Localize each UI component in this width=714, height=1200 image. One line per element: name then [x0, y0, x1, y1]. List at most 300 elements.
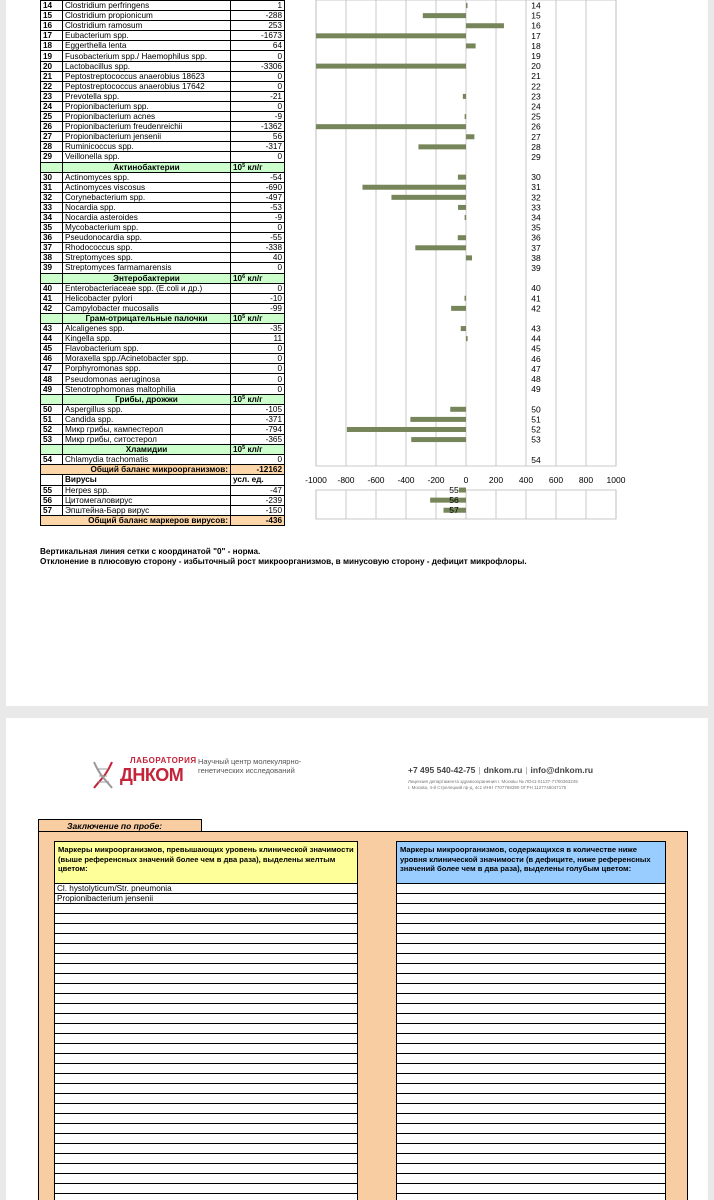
organism-name: Микр грибы, ситостерол: [63, 435, 231, 445]
group-header-spacer: [41, 273, 63, 283]
conclusion-line: [55, 1104, 357, 1114]
conclusion-line: [55, 1074, 357, 1084]
conclusion-line: [55, 954, 357, 964]
conclusion-line: [397, 984, 665, 994]
chart-bar: [316, 33, 466, 38]
row-number: 18: [41, 41, 63, 51]
conclusion-line: [397, 1044, 665, 1054]
chart-bar-label: 26: [531, 121, 541, 132]
table-row: [41, 455, 285, 465]
organism-value: -338: [231, 243, 285, 253]
group-name: Вирусы: [63, 475, 231, 485]
conclusion-line: [55, 1014, 357, 1024]
conclusion-line: [397, 894, 665, 904]
row-number: 39: [41, 263, 63, 273]
table-row: [41, 404, 285, 414]
organism-value: -288: [231, 11, 285, 21]
chart-bar-label: 54: [531, 454, 541, 465]
conclusion-line: [397, 1114, 665, 1124]
organism-value: -794: [231, 424, 285, 434]
conclusion-line: [397, 1104, 665, 1114]
organism-name: Candida spp.: [63, 414, 231, 424]
row-number: 21: [41, 71, 63, 81]
deviation-bar-chart: [296, 0, 626, 530]
row-number: 14: [41, 1, 63, 11]
group-header-spacer: [41, 313, 63, 323]
conclusion-line: [55, 1174, 357, 1184]
organism-name: Clostridium ramosum: [63, 21, 231, 31]
table-row: [41, 424, 285, 434]
chart-tick-label: -400: [397, 475, 415, 485]
chart-bar-label: 41: [531, 293, 541, 304]
table-row: [41, 91, 285, 101]
chart-bar-label: 38: [531, 252, 541, 263]
organism-name: Propionibacterium acnes: [63, 112, 231, 122]
conclusion-line: [397, 1064, 665, 1074]
organism-name: Streptomyces farmamarensis: [63, 263, 231, 273]
chart-bar-label: 15: [531, 10, 541, 21]
conclusion-line: [397, 1014, 665, 1024]
organism-value: 253: [231, 21, 285, 31]
conclusion-line: [397, 964, 665, 974]
table-row: [41, 31, 285, 41]
row-number: 44: [41, 334, 63, 344]
table-row: [41, 192, 285, 202]
row-number: 51: [41, 414, 63, 424]
group-header-spacer: [41, 162, 63, 172]
conclusion-line: [397, 1174, 665, 1184]
group-unit: [231, 162, 285, 172]
table-row: [41, 172, 285, 182]
organism-value: 0: [231, 81, 285, 91]
table-row: [41, 41, 285, 51]
conclusion-line: [397, 1074, 665, 1084]
row-number: 36: [41, 233, 63, 243]
row-number: 27: [41, 132, 63, 142]
group-name: Энтеробактерии: [63, 273, 231, 283]
organism-value: 0: [231, 455, 285, 465]
chart-tick-label: 600: [548, 475, 564, 485]
chart-bar-label: 31: [531, 182, 541, 193]
organism-value: 0: [231, 223, 285, 233]
conclusion-line: [55, 1164, 357, 1174]
chart-bar-label: 22: [531, 81, 541, 92]
phone-number[interactable]: +7 495 540-42-75: [408, 765, 476, 775]
organism-value: 0: [231, 152, 285, 162]
row-number: 25: [41, 112, 63, 122]
row-number: 42: [41, 303, 63, 313]
chart-bar: [316, 124, 466, 129]
conclusion-line: [55, 1034, 357, 1044]
unit-base: 10: [233, 273, 243, 283]
conclusion-line: [55, 934, 357, 944]
conclusion-line: [55, 1094, 357, 1104]
group-name: Хламидии: [63, 445, 231, 455]
organism-name: Fusobacterium spp./ Haemophilus spp.: [63, 51, 231, 61]
organism-name: Stenotrophomonas maltophilia: [63, 384, 231, 394]
conclusion-line: [397, 904, 665, 914]
group-unit: [231, 313, 285, 323]
organism-name: Aspergillus spp.: [63, 404, 231, 414]
conclusion-line: [55, 944, 357, 954]
row-number: 57: [41, 505, 63, 515]
row-number: 15: [41, 11, 63, 21]
chart-bar: [391, 195, 466, 200]
table-row: [41, 233, 285, 243]
chart-bar-label: 47: [531, 363, 541, 374]
organism-value: -10: [231, 293, 285, 303]
table-row: [41, 384, 285, 394]
organism-value: -35: [231, 324, 285, 334]
chart-bar-label: 33: [531, 202, 541, 213]
website-link[interactable]: dnkom.ru: [483, 765, 523, 775]
row-number: 40: [41, 283, 63, 293]
total-row: [41, 515, 285, 525]
chart-bar: [423, 13, 466, 18]
group-header-row: [41, 445, 285, 455]
organism-name: Lactobacillus spp.: [63, 61, 231, 71]
table-row: [41, 223, 285, 233]
conclusion-line: [397, 954, 665, 964]
conclusion-line: [397, 1164, 665, 1174]
table-row: [41, 243, 285, 253]
unit-rest: кл/г: [245, 394, 263, 404]
chart-bar-label: 23: [531, 91, 541, 102]
conclusion-line: [397, 1154, 665, 1164]
chart-bar-label: 42: [531, 303, 541, 314]
conclusion-line: [55, 974, 357, 984]
chart-bar-label: 18: [531, 40, 541, 51]
chart-bar-label: 37: [531, 242, 541, 253]
total-value: -436: [231, 515, 285, 525]
chart-bar: [363, 185, 467, 190]
row-number: 32: [41, 192, 63, 202]
organism-name: Nocardia spp.: [63, 202, 231, 212]
group-header-spacer: [41, 445, 63, 455]
deficit-markers-list: [397, 884, 665, 1200]
organism-name: Микр грибы, кампестерол: [63, 424, 231, 434]
row-number: 22: [41, 81, 63, 91]
virus-chart-bar-label: 56: [449, 495, 459, 506]
chart-bar: [461, 326, 466, 331]
table-row: [41, 71, 285, 81]
organism-name: Herpes spp.: [63, 485, 231, 495]
chart-bar-label: 34: [531, 212, 541, 223]
organism-value: 1: [231, 1, 285, 11]
chart-bar-label: 14: [531, 0, 541, 11]
chart-bar-label: 36: [531, 232, 541, 243]
table-row: [41, 112, 285, 122]
row-number: 17: [41, 31, 63, 41]
group-header-spacer: [41, 475, 63, 485]
row-number: 19: [41, 51, 63, 61]
chart-bar-label: 19: [531, 51, 541, 62]
license-line-2: г. Москва, 4-й Стрелецкий пр-д, 4с1 ИНН 7707768390 ОГРН 1127746047175: [408, 785, 567, 790]
table-row: [41, 1, 285, 11]
conclusion-line: [55, 1144, 357, 1154]
row-number: 28: [41, 142, 63, 152]
row-number: 33: [41, 202, 63, 212]
group-header-row: [41, 394, 285, 404]
table-row: [41, 505, 285, 515]
email-link[interactable]: info@dnkom.ru: [530, 765, 594, 775]
conclusion-line: [397, 974, 665, 984]
organism-name: Helicobacter pylori: [63, 293, 231, 303]
organism-value: -53: [231, 202, 285, 212]
conclusion-line: [397, 1084, 665, 1094]
group-name: Грибы, дрожжи: [63, 394, 231, 404]
row-number: 50: [41, 404, 63, 414]
organism-value: 0: [231, 283, 285, 293]
row-number: 29: [41, 152, 63, 162]
conclusion-line: Cl. hystolyticum/Str. pneumonia: [55, 884, 357, 894]
organism-name: Nocardia asteroides: [63, 212, 231, 222]
table-row: [41, 132, 285, 142]
conclusion-line: [55, 984, 357, 994]
conclusion-line: [397, 914, 665, 924]
chart-bar-label: 17: [531, 30, 541, 41]
organism-value: 11: [231, 334, 285, 344]
chart-note-deviation: Отклонение в плюсовую сторону - избыточный рост микроорганизмов, в минусовую сторону - дефицит микрофлоры.: [40, 557, 527, 566]
organism-name: Ruminicoccus spp.: [63, 142, 231, 152]
report-page-2: [6, 718, 708, 1200]
virus-chart-bar-label: 55: [449, 485, 459, 496]
unit-base: 10: [233, 313, 243, 323]
unit-rest: кл/г: [245, 313, 263, 323]
row-number: 24: [41, 101, 63, 111]
conclusion-line: [55, 994, 357, 1004]
chart-bar-label: 27: [531, 131, 541, 142]
conclusion-line: [55, 1124, 357, 1134]
conclusion-line: [397, 884, 665, 894]
row-number: 48: [41, 374, 63, 384]
organism-name: Eubacterium spp.: [63, 31, 231, 41]
organism-value: 0: [231, 71, 285, 81]
organism-value: 64: [231, 41, 285, 51]
organism-name: Propionibacterium spp.: [63, 101, 231, 111]
organism-value: -317: [231, 142, 285, 152]
group-unit: [231, 273, 285, 283]
conclusion-line: [55, 1114, 357, 1124]
chart-bar: [463, 94, 466, 99]
table-row: [41, 263, 285, 273]
row-number: 20: [41, 61, 63, 71]
organism-value: 56: [231, 132, 285, 142]
chart-bar: [347, 427, 466, 432]
chart-bar: [466, 134, 474, 139]
chart-bar-label: 40: [531, 283, 541, 294]
conclusion-line: [397, 924, 665, 934]
conclusion-line: [55, 1184, 357, 1194]
conclusion-line: [55, 914, 357, 924]
virus-chart-bar: [430, 498, 466, 503]
conclusion-line: [55, 924, 357, 934]
organism-value: -497: [231, 192, 285, 202]
row-number: 45: [41, 344, 63, 354]
chart-bar: [451, 306, 466, 311]
table-row: [41, 142, 285, 152]
organism-value: 40: [231, 253, 285, 263]
group-name: Актинобактерии: [63, 162, 231, 172]
row-number: 38: [41, 253, 63, 263]
conclusion-line: [397, 1034, 665, 1044]
chart-bar-label: 16: [531, 20, 541, 31]
organism-name: Flavobacterium spp.: [63, 344, 231, 354]
chart-bar: [410, 417, 466, 422]
group-unit: [231, 445, 285, 455]
conclusion-line: [397, 1094, 665, 1104]
chart-bar-label: 30: [531, 172, 541, 183]
organism-name: Campylobacter mucosalis: [63, 303, 231, 313]
chart-bar: [411, 437, 466, 442]
chart-bar: [466, 43, 476, 48]
table-row: [41, 101, 285, 111]
microorganism-table: [40, 0, 285, 526]
organism-value: -54: [231, 172, 285, 182]
chart-bar: [466, 3, 468, 8]
total-label: Общий баланс микроорганизмов:: [41, 465, 231, 475]
organism-value: -3306: [231, 61, 285, 71]
total-label: Общий баланс маркеров вирусов:: [41, 515, 231, 525]
group-unit: усл. ед.: [231, 475, 285, 485]
row-number: 16: [41, 21, 63, 31]
organism-name: Цитомегаловирус: [63, 495, 231, 505]
conclusion-line: [55, 1154, 357, 1164]
conclusion-line: [397, 1054, 665, 1064]
organism-value: -9: [231, 112, 285, 122]
chart-bar-label: 51: [531, 414, 541, 425]
chart-bar: [418, 144, 466, 149]
chart-bar-label: 52: [531, 424, 541, 435]
center-description: Научный центр молекулярно-генетических исследований: [198, 757, 302, 775]
organism-value: -365: [231, 435, 285, 445]
organism-value: -99: [231, 303, 285, 313]
chart-bar: [465, 114, 467, 119]
chart-tick-label: -200: [427, 475, 445, 485]
organism-value: 0: [231, 364, 285, 374]
organism-name: Эпштейна-Барр вирус: [63, 505, 231, 515]
chart-bar: [458, 175, 466, 180]
chart-bar: [316, 64, 466, 69]
unit-rest: кл/г: [245, 273, 263, 283]
unit-exponent: 5: [242, 313, 246, 320]
unit-rest: кл/г: [245, 162, 263, 172]
excess-markers-list: [55, 884, 357, 1200]
conclusion-line: [397, 1144, 665, 1154]
organism-name: Propionibacterium freudenreichii: [63, 122, 231, 132]
chart-tick-label: -800: [337, 475, 355, 485]
conclusion-line: [397, 1184, 665, 1194]
row-number: 31: [41, 182, 63, 192]
chart-bar-label: 21: [531, 71, 541, 82]
license-info: [408, 779, 578, 791]
conclusion-line: [55, 964, 357, 974]
unit-exponent: 5: [242, 445, 246, 452]
report-page-1: [6, 0, 708, 706]
chart-bar: [466, 336, 468, 341]
conclusion-line: [55, 1004, 357, 1014]
table-row: [41, 182, 285, 192]
table-row: [41, 81, 285, 91]
organism-name: Mycobacterium spp.: [63, 223, 231, 233]
conclusion-tab: Заключение по пробе:: [38, 819, 202, 832]
organism-value: -55: [231, 233, 285, 243]
row-number: 49: [41, 384, 63, 394]
chart-bar: [458, 205, 466, 210]
logo-subtitle: ЛАБОРАТОРИЯ: [130, 756, 197, 765]
organism-value: 0: [231, 374, 285, 384]
chart-tick-label: -600: [367, 475, 385, 485]
row-number: 35: [41, 223, 63, 233]
organism-name: Streptomyces spp.: [63, 253, 231, 263]
unit-base: 10: [233, 162, 243, 172]
unit-exponent: 6: [242, 273, 246, 280]
organism-value: 0: [231, 354, 285, 364]
table-row: [41, 334, 285, 344]
organism-value: -690: [231, 182, 285, 192]
chart-bar-label: 45: [531, 343, 541, 354]
organism-value: -9: [231, 212, 285, 222]
conclusion-panel: [38, 831, 688, 1200]
virus-chart-bar: [459, 488, 466, 493]
chart-tick-label: 400: [518, 475, 534, 485]
conclusion-line: [397, 944, 665, 954]
unit-exponent: 5: [242, 394, 246, 401]
chart-bar-label: 25: [531, 111, 541, 122]
chart-bar: [458, 235, 466, 240]
chart-tick-label: 200: [488, 475, 504, 485]
organism-value: 0: [231, 101, 285, 111]
row-number: 26: [41, 122, 63, 132]
virus-chart-bar-label: 57: [449, 505, 459, 516]
unit-base: 10: [233, 394, 243, 404]
table-row: [41, 435, 285, 445]
organism-value: -1362: [231, 122, 285, 132]
row-number: 41: [41, 293, 63, 303]
organism-name: Pseudomonas aeruginosa: [63, 374, 231, 384]
chart-note-norm: Вертикальная линия сетки с координатой "0" - норма.: [40, 547, 261, 556]
chart-bar: [466, 255, 472, 260]
license-line-1: Лицензия департамента здравоохранения г. Москвы № ЛО41-01137-77/00363245: [408, 779, 578, 784]
row-number: 23: [41, 91, 63, 101]
organism-value: -371: [231, 414, 285, 424]
row-number: 52: [41, 424, 63, 434]
table-row: [41, 354, 285, 364]
group-header-spacer: [41, 394, 63, 404]
organism-value: -21: [231, 91, 285, 101]
organism-value: -47: [231, 485, 285, 495]
unit-rest: кл/г: [245, 445, 263, 455]
table-row: [41, 253, 285, 263]
organism-value: 0: [231, 344, 285, 354]
chart-bar-label: 39: [531, 262, 541, 273]
chart-bar-label: 29: [531, 151, 541, 162]
table-row: [41, 344, 285, 354]
conclusion-line: [55, 1024, 357, 1034]
chart-bar: [465, 215, 467, 220]
group-unit: [231, 394, 285, 404]
row-number: 54: [41, 455, 63, 465]
organism-name: Clostridium perfringens: [63, 1, 231, 11]
chart-bar: [450, 407, 466, 412]
organism-name: Peptostreptococcus anaerobius 18623: [63, 71, 231, 81]
conclusion-line: [55, 1064, 357, 1074]
conclusion-line: [397, 934, 665, 944]
chart-bar-label: 43: [531, 323, 541, 334]
logo-title: ДНКОМ: [120, 765, 184, 785]
chart-bar-label: 28: [531, 141, 541, 152]
organism-name: Clostridium propionicum: [63, 11, 231, 21]
